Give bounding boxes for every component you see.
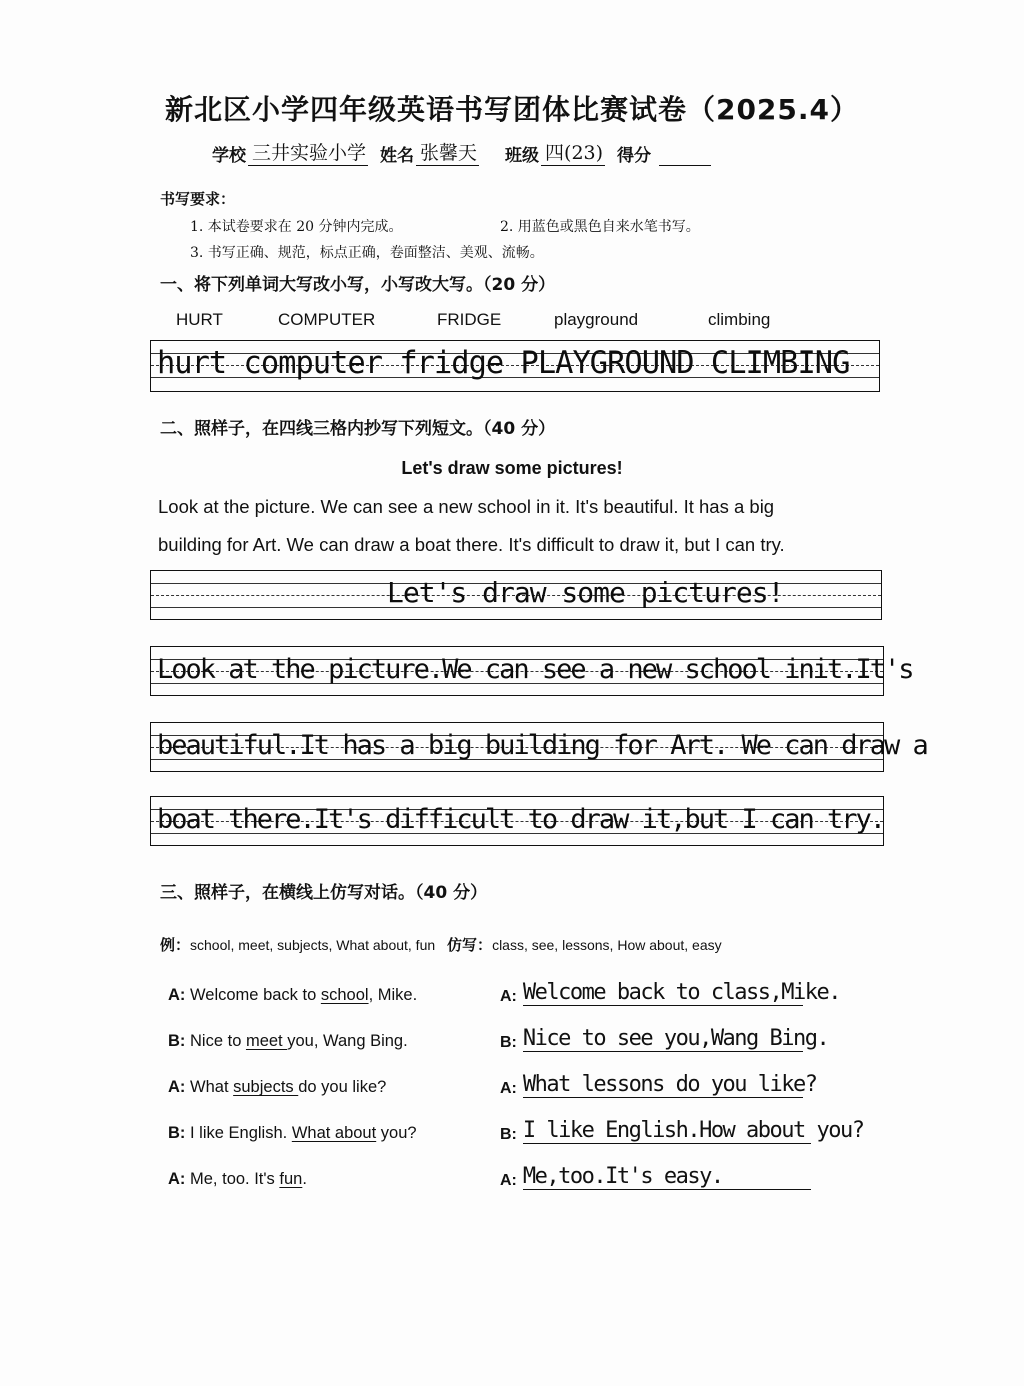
requirement-3: 3. 书写正确、规范，标点正确，卷面整洁、美观、流畅。: [190, 245, 544, 261]
class-field[interactable]: 四(23): [541, 138, 605, 166]
copy-answer-4: boat there.It's difficult to draw it,but I can try.: [157, 804, 885, 835]
section2-heading: 二、照样子，在四线三格内抄写下列短文。（40 分）: [160, 419, 556, 439]
exam-title: 新北区小学四年级英语书写团体比赛试卷（2025.4）: [164, 93, 860, 126]
word-hurt: HURT: [176, 310, 223, 329]
imitation-answer-5[interactable]: Me,too.It's easy.: [523, 1164, 811, 1190]
imitation-row-3: A: What lessons do you like?: [500, 1072, 817, 1097]
imitation-row-2: B: Nice to see you,Wang Bing.: [500, 1026, 829, 1051]
word-fridge: FRIDGE: [437, 310, 502, 329]
requirement-2: 2. 用蓝色或黑色自来水笔书写。: [500, 219, 700, 235]
copy-box-4[interactable]: [150, 796, 884, 846]
copy-box-1[interactable]: [150, 570, 882, 620]
imitation-row-4: B: I like English.How about you?: [500, 1118, 864, 1143]
requirement-1: 1. 本试卷要求在 20 分钟内完成。: [190, 219, 403, 235]
imitation-answer-1[interactable]: Welcome back to class,Mike.: [522, 980, 841, 1005]
word-computer: COMPUTER: [278, 310, 376, 329]
word-climbing: climbing: [708, 310, 771, 329]
passage-line-2: building for Art. We can draw a boat there. It's difficult to draw it, but I can try.: [158, 534, 785, 555]
section3-heading: 三、照样子，在横线上仿写对话。（40 分）: [160, 883, 488, 903]
dialogue-line-4: B: I like English. What about you?: [168, 1124, 417, 1142]
section1-handwritten-answer: hurt computer fridge PLAYGROUND CLIMBING: [157, 345, 850, 381]
imitate-words: class, see, lessons, How about, easy: [492, 937, 722, 953]
name-field[interactable]: 张馨天: [416, 138, 479, 166]
passage-title: Let's draw some pictures!: [401, 458, 623, 478]
imitate-label: 仿写：: [447, 936, 493, 954]
student-info-row: [212, 138, 711, 166]
school-field[interactable]: 三井实验小学: [248, 138, 368, 166]
example-words: school, meet, subjects, What about, fun: [190, 937, 436, 953]
section1-writing-lines[interactable]: [150, 340, 880, 392]
class-label: 班级: [505, 146, 540, 166]
name-label: 姓名: [380, 146, 415, 166]
imitation-row-5: A: Me,too.It's easy.: [500, 1164, 811, 1190]
copy-answer-3: beautiful.It has a big building for Art. We can draw a: [157, 730, 927, 761]
passage-line-1: Look at the picture. We can see a new school in it. It's beautiful. It has a big: [158, 496, 775, 517]
imitation-answer-3[interactable]: What lessons do you like?: [522, 1072, 817, 1097]
dialogue-line-1: A: Welcome back to school, Mike.: [168, 986, 418, 1004]
school-label: 学校: [212, 146, 246, 166]
dialogue-line-5: A: Me, too. It's fun.: [168, 1170, 307, 1188]
imitation-answer-2[interactable]: Nice to see you,Wang Bing.: [522, 1026, 829, 1051]
score-label: 得分: [617, 146, 652, 166]
imitation-row-1: A: Welcome back to class,Mike.: [500, 980, 841, 1005]
score-field[interactable]: [659, 147, 711, 166]
dialogue-line-3: A: What subjects do you like?: [168, 1078, 387, 1096]
example-row: [160, 934, 722, 955]
requirements-title: 书写要求：: [160, 190, 236, 208]
copy-box-3[interactable]: [150, 722, 927, 772]
example-label: 例：: [160, 936, 191, 954]
imitation-answer-4[interactable]: I like English.How about you?: [522, 1118, 864, 1143]
copy-box-2[interactable]: [150, 646, 913, 696]
word-playground: playground: [554, 310, 639, 329]
dialogue-line-2: B: Nice to meet you, Wang Bing.: [168, 1032, 408, 1050]
section1-heading: 一、将下列单词大写改小写，小写改大写。（20 分）: [160, 275, 556, 295]
copy-answer-2: Look at the picture.We can see a new school init.It's: [157, 654, 913, 685]
copy-answer-1: Let's draw some pictures!: [387, 576, 784, 609]
